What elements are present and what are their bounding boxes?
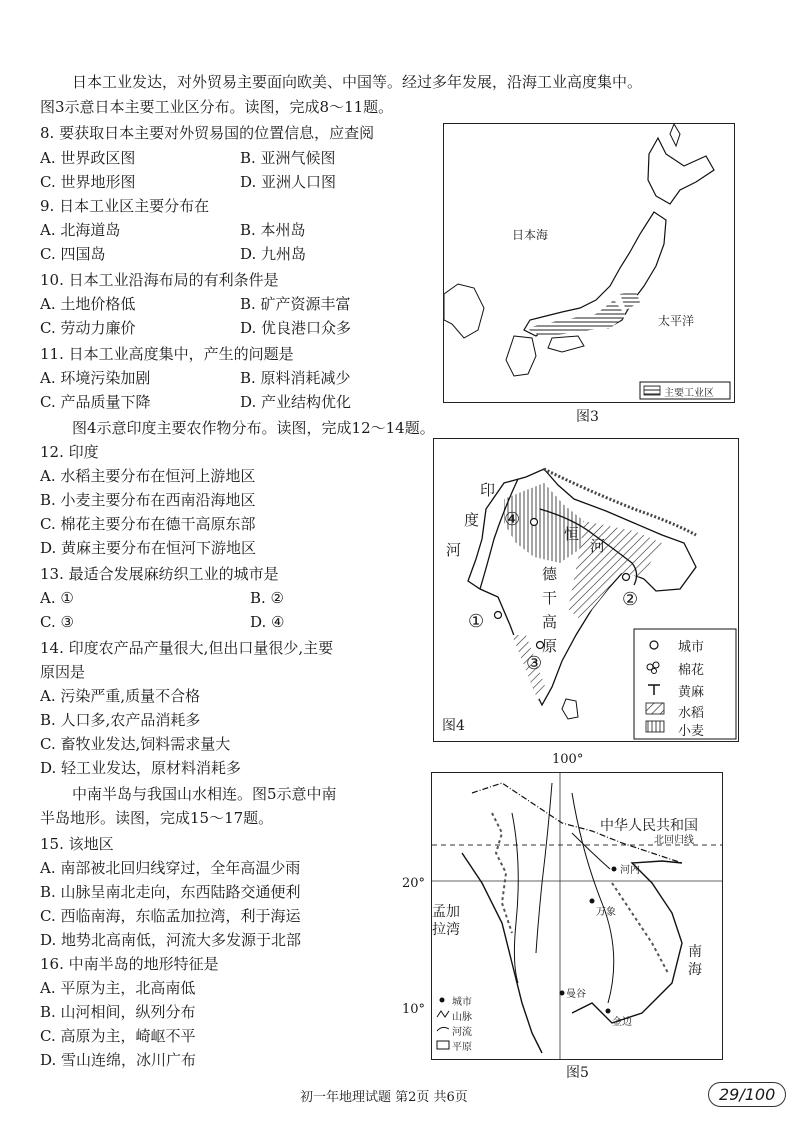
- page-footer: 初一年地理试题 第2页 共6页: [300, 1090, 468, 1105]
- intro-indochina-line1: 中南半岛与我国山水相连。图5示意中南: [72, 785, 337, 803]
- q10-option-b[interactable]: B. 矿产资源丰富: [240, 295, 351, 313]
- river-red: [572, 833, 610, 869]
- indochina-coastline: [462, 853, 682, 1053]
- question-14-stem-line2: 原因是: [40, 663, 86, 681]
- q15-option-c[interactable]: C. 西临南海，东临孟加拉湾，利于海运: [40, 907, 301, 925]
- sea-of-japan-label: 日本海: [512, 228, 549, 242]
- label-he-ganges: 河: [590, 537, 606, 555]
- label-gao: 高: [542, 613, 558, 631]
- legend-mountain-label: 山脉: [452, 1012, 472, 1023]
- q9-option-b[interactable]: B. 本州岛: [240, 221, 306, 239]
- label-yin: 印: [480, 481, 496, 499]
- city-label-4: ④: [504, 509, 521, 530]
- q12-option-d[interactable]: D. 黄麻主要分布在恒河下游地区: [40, 539, 257, 557]
- city-hanoi: [612, 867, 617, 872]
- legend-industrial-zone: 主要工业区: [664, 388, 714, 399]
- legend-jute-text: 黄麻: [678, 685, 705, 700]
- label-heng: 恒: [564, 525, 580, 543]
- q9-option-c[interactable]: C. 四国岛: [40, 245, 106, 263]
- city-label-3: ③: [526, 653, 543, 674]
- q8-option-d[interactable]: D. 亚洲人口图: [240, 173, 337, 191]
- q15-option-a[interactable]: A. 南部被北回归线穿过，全年高温少雨: [40, 859, 301, 877]
- q10-option-a[interactable]: A. 土地价格低: [40, 295, 136, 313]
- q11-option-a[interactable]: A. 环境污染加剧: [40, 369, 151, 387]
- sakhalin-tip: [670, 124, 680, 146]
- q9-option-d[interactable]: D. 九州岛: [240, 245, 307, 263]
- figure-4-india-map: [433, 438, 739, 742]
- question-15-stem: 15. 该地区: [40, 835, 114, 853]
- legend-river-symbol: [437, 1027, 449, 1031]
- q12-option-a[interactable]: A. 水稻主要分布在恒河上游地区: [40, 467, 256, 485]
- intro-japan-line1: 日本工业发达，对外贸易主要面向欧美、中国等。经过多年发展，沿海工业高度集中。: [72, 73, 643, 91]
- city-vientiane: [590, 899, 595, 904]
- q11-option-c[interactable]: C. 产品质量下降: [40, 393, 151, 411]
- latitude-20-label: 20°: [402, 876, 426, 891]
- legend-river-label: 河流: [452, 1027, 472, 1038]
- question-13-stem: 13. 最适合发展麻纺织工业的城市是: [40, 565, 279, 583]
- q8-option-c[interactable]: C. 世界地形图: [40, 173, 136, 191]
- figure-5-indochina-map: [431, 772, 723, 1060]
- legend-city-dot: [440, 998, 445, 1003]
- q13-option-a[interactable]: A. ①: [40, 589, 74, 607]
- question-16-stem: 16. 中南半岛的地形特征是: [40, 955, 219, 973]
- figure-3-caption: 图3: [576, 409, 599, 425]
- q8-option-a[interactable]: A. 世界政区图: [40, 149, 136, 167]
- tropic-label: 北回归线: [654, 835, 694, 846]
- question-8-stem: 8. 要获取日本主要对外贸易国的位置信息，应查阅: [40, 124, 375, 142]
- q13-option-b[interactable]: B. ②: [250, 589, 285, 607]
- q12-option-b[interactable]: B. 小麦主要分布在西南沿海地区: [40, 491, 256, 509]
- japan-map-svg: [444, 124, 734, 402]
- river-irrawaddy: [512, 813, 518, 983]
- korea-peninsula: [444, 284, 484, 338]
- hanoi-label: 河内: [620, 865, 640, 876]
- vientiane-label: 万象: [596, 907, 616, 918]
- q11-option-d[interactable]: D. 产业结构优化: [240, 393, 352, 411]
- label-he-indus: 河: [446, 541, 462, 559]
- legend-plain-symbol: [437, 1041, 449, 1049]
- city-marker-2: [623, 574, 630, 581]
- q8-option-b[interactable]: B. 亚洲气候图: [240, 149, 336, 167]
- legend-wheat-symbol: [646, 721, 664, 732]
- label-yuan: 原: [542, 637, 558, 655]
- legend-cotton-text: 棉花: [678, 663, 705, 678]
- q16-option-c[interactable]: C. 高原为主，崎岖不平: [40, 1027, 196, 1045]
- label-du: 度: [464, 511, 480, 529]
- question-10-stem: 10. 日本工业沿海布局的有利条件是: [40, 271, 279, 289]
- shikoku-island: [548, 336, 584, 352]
- mountain-range-west: [492, 813, 512, 933]
- bangkok-label: 曼谷: [566, 989, 586, 1000]
- q11-option-b[interactable]: B. 原料消耗减少: [240, 369, 351, 387]
- legend-rice-text: 水稻: [678, 706, 705, 721]
- kyushu-island: [506, 336, 536, 376]
- hokkaido-island: [648, 138, 714, 204]
- intro-india: 图4示意印度主要农作物分布。读图，完成12～14题。: [72, 419, 435, 437]
- figure-5-caption: 图5: [566, 1065, 589, 1081]
- phnompenh-label: 金边: [612, 1017, 632, 1028]
- intro-indochina-line2: 半岛地形。读图，完成15～17题。: [40, 809, 274, 827]
- q10-option-c[interactable]: C. 劳动力廉价: [40, 319, 136, 337]
- q15-option-b[interactable]: B. 山脉呈南北走向，东西陆路交通便利: [40, 883, 301, 901]
- figure-4-caption: 图4: [442, 718, 465, 734]
- q10-option-d[interactable]: D. 优良港口众多: [240, 319, 352, 337]
- latitude-10-label: 10°: [402, 1002, 426, 1017]
- city-marker-4: [531, 519, 538, 526]
- q14-option-a[interactable]: A. 污染严重,质量不合格: [40, 687, 201, 705]
- handwritten-score-note: 29/100: [708, 1082, 786, 1107]
- q14-option-c[interactable]: C. 畜牧业发达,饲料需求量大: [40, 735, 231, 753]
- label-de: 德: [542, 565, 558, 583]
- south-china-sea-label: 南海: [688, 944, 702, 978]
- figure-3-japan-map: [443, 123, 735, 403]
- q16-option-d[interactable]: D. 雪山连绵，冰川广布: [40, 1051, 197, 1069]
- sri-lanka-island: [562, 699, 578, 719]
- river-salween: [536, 783, 552, 953]
- q12-option-c[interactable]: C. 棉花主要分布在德干高原东部: [40, 515, 256, 533]
- question-14-stem-line1: 14. 印度农产品产量很大,但出口量很少,主要: [40, 639, 334, 657]
- question-11-stem: 11. 日本工业高度集中，产生的问题是: [40, 345, 294, 363]
- intro-japan-line2: 图3示意日本主要工业区分布。读图，完成8～11题。: [40, 98, 394, 116]
- legend-city-label: 城市: [452, 997, 472, 1008]
- china-label: 中华人民共和国: [600, 818, 698, 834]
- legend-city-symbol: [650, 641, 658, 649]
- q16-option-a[interactable]: A. 平原为主，北高南低: [40, 979, 196, 997]
- legend-rice-symbol: [646, 703, 664, 714]
- city-label-1: ①: [468, 611, 485, 632]
- q15-option-d[interactable]: D. 地势北高南低，河流大多发源于北部: [40, 931, 302, 949]
- q14-option-b[interactable]: B. 人口多,农产品消耗多: [40, 711, 201, 729]
- bay-of-bengal-label: 孟加拉湾: [432, 904, 460, 938]
- city-phnompenh: [606, 1009, 611, 1014]
- q14-option-d[interactable]: D. 轻工业发达，原材料消耗多: [40, 759, 242, 777]
- question-12-stem: 12. 印度: [40, 443, 99, 461]
- question-9-stem: 9. 日本工业区主要分布在: [40, 197, 210, 215]
- city-marker-1: [495, 612, 502, 619]
- legend-plain-label: 平原: [452, 1042, 472, 1053]
- mountain-range-annam: [612, 883, 668, 973]
- city-bangkok: [560, 991, 565, 996]
- q13-option-c[interactable]: C. ③: [40, 613, 74, 631]
- legend-mountain-symbol: [437, 1011, 449, 1017]
- q16-option-b[interactable]: B. 山河相间，纵列分布: [40, 1003, 196, 1021]
- q9-option-a[interactable]: A. 北海道岛: [40, 221, 121, 239]
- q13-option-d[interactable]: D. ④: [250, 613, 285, 631]
- label-gan: 干: [542, 589, 558, 607]
- city-label-2: ②: [622, 589, 639, 610]
- legend-city-text: 城市: [678, 640, 705, 655]
- pacific-ocean-label: 太平洋: [658, 314, 695, 328]
- legend-wheat-text: 小麦: [678, 724, 705, 739]
- longitude-100-label: 100°: [552, 752, 584, 767]
